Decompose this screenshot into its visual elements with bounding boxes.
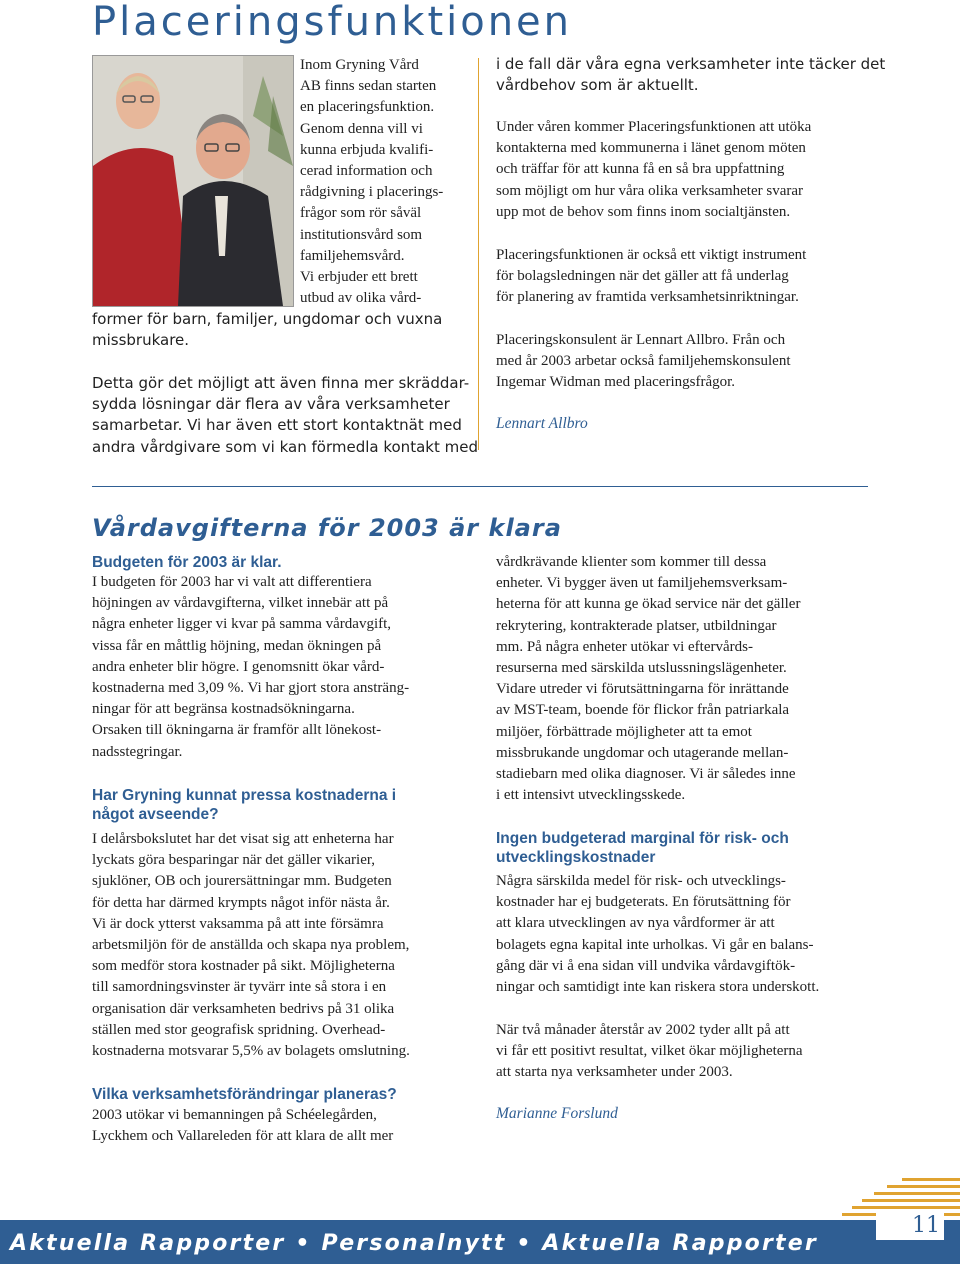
- intro-paragraph-2: [92, 373, 478, 458]
- text-line: vårdbehov som är aktuellt.: [496, 76, 699, 94]
- text-line: bolagets egna kapital inte urholkas. Vi går en balans-: [496, 936, 814, 953]
- text-line: några enheter ligger vi kvar på samma vårdavgift,: [92, 616, 392, 633]
- text-line: heterna för att kunna ge ökad service när det gäller: [496, 596, 801, 613]
- signature-marianne: Marianne Forslund: [496, 1105, 618, 1122]
- text-line: Vi erbjuder ett brett: [300, 269, 418, 286]
- text-line: som medför stora kostnader på sikt. Möjligheterna: [92, 958, 395, 975]
- text-line: 2003 utökar vi bemanningen på Schéelegården,: [92, 1107, 377, 1123]
- text-line: och träffar för att kunna få en så bra uppfattning: [496, 161, 785, 178]
- budget-paragraph: [92, 572, 409, 763]
- right-paragraph-3: [496, 245, 806, 309]
- staff-photo-illustration: [93, 56, 293, 306]
- text-line: vi får ett positivt resultat, vilket ökar möjligheterna: [496, 1043, 803, 1060]
- text-line: med år 2003 arbetar också familjehemskonsulent: [496, 353, 791, 370]
- text-line: kostnader har ej budgeterats. En förutsättning för: [496, 894, 791, 911]
- text-line: missbrukande ungdomar och utagerande mellan-: [496, 744, 789, 761]
- text-line: för planering av framtida verksamhetsinriktningar.: [496, 289, 799, 306]
- text-line: arbetsmiljön för de anställda och skapa nya problem,: [92, 937, 410, 954]
- text-line: utbud av olika vård-: [300, 290, 422, 307]
- text-line: ningar och samtidigt inte kan riskera stora underskott.: [496, 979, 820, 996]
- text-line: AB finns sedan starten: [300, 78, 437, 95]
- text-line: organisation där verksamheten bedrivs på 31 olika: [92, 1000, 395, 1017]
- text-line: för bolagsledningen när det gäller att få underlag: [496, 268, 789, 285]
- column-divider: [478, 58, 479, 450]
- text-line: Vidare utreder vi förutsättningarna för inrättande: [496, 681, 789, 698]
- text-line: av MST-team, boende för flickor från patriarkala: [496, 702, 790, 719]
- text-line: rådgivning i placerings-: [300, 184, 444, 201]
- costs-paragraph: [92, 829, 410, 1062]
- subhead-costs: [92, 786, 396, 824]
- text-line: cerad information och: [300, 163, 433, 180]
- right-paragraph-4: [496, 330, 791, 394]
- text-line: Genom denna vill vi: [300, 120, 423, 137]
- subhead-changes: Vilka verksamhetsförändringar planeras?: [92, 1086, 397, 1103]
- subhead-margin: [496, 829, 789, 867]
- text-line: något avseende?: [92, 806, 219, 823]
- text-line: en placeringsfunktion.: [300, 99, 435, 116]
- text-line: Vi är dock ytterst vaksamma på att inte försämra: [92, 915, 384, 932]
- text-line: nadsstegringar.: [92, 743, 183, 760]
- text-line: sjuklöner, OB och jourersättningar mm. Budgeten: [92, 873, 392, 890]
- text-line: resurserna med särskilda utslussningslägenheter.: [496, 660, 787, 677]
- text-line: I delårsbokslutet har det visat sig att enheterna har: [92, 831, 394, 847]
- text-line: andra vårdgivare som vi kan förmedla kontakt med: [92, 437, 478, 456]
- intro-beside-photo: [300, 55, 443, 309]
- text-line: Ingen budgeterad marginal för risk- och: [496, 830, 789, 847]
- subhead-budget: Budgeten för 2003 är klar.: [92, 554, 282, 571]
- text-line: stadiebarn med olika diagnoser. Vi är således inne: [496, 766, 796, 783]
- right-paragraph-2: [496, 117, 811, 223]
- text-line: i ett intensivt utvecklingsskede.: [496, 787, 686, 804]
- text-line: Under våren kommer Placeringsfunktionen att utöka: [496, 119, 812, 135]
- text-line: Några särskilda medel för risk- och utvecklings-: [496, 873, 786, 889]
- right-continuation-paragraph: [496, 552, 800, 806]
- section-divider: [92, 486, 868, 487]
- section-title: Vårdavgifterna för 2003 är klara: [92, 514, 562, 542]
- text-line: missbrukare.: [92, 331, 190, 349]
- staff-photo: [92, 55, 294, 307]
- text-line: Placeringsfunktionen är också ett viktigt instrument: [496, 247, 807, 263]
- text-line: Orsaken till ökningarna är framför allt lönekost-: [92, 722, 382, 739]
- signature-lennart: Lennart Allbro: [496, 415, 588, 432]
- page-number: 11: [876, 1212, 944, 1240]
- text-line: När två månader återstår av 2002 tyder allt på att: [496, 1022, 790, 1038]
- text-line: mm. På några enheter utökar vi eftervårds-: [496, 638, 753, 655]
- text-line: sydda lösningar där flera av våra verksamheter: [92, 395, 450, 414]
- changes-paragraph: [92, 1105, 393, 1147]
- text-line: samarbetar. Vi har även ett stort kontaktnät med: [92, 416, 462, 435]
- text-line: utvecklingskostnader: [496, 849, 656, 866]
- text-line: former för barn, familjer, ungdomar och vuxna: [92, 310, 443, 328]
- footer-running-title: Aktuella Rapporter • Personalnytt • Aktuella Rapporter: [10, 1231, 818, 1256]
- text-line: vissa får en måttlig höjning, medan ökningen på: [92, 637, 382, 654]
- text-line: lyckats göra besparingar när det gäller vikarier,: [92, 852, 376, 869]
- text-line: Inom Gryning Vård: [300, 57, 419, 73]
- text-line: frågor som rör såväl: [300, 205, 422, 222]
- result-paragraph: [496, 1020, 803, 1084]
- text-line: att starta nya verksamheter under 2003.: [496, 1064, 733, 1081]
- text-line: I budgeten för 2003 har vi valt att differentiera: [92, 574, 372, 590]
- text-line: Placeringskonsulent är Lennart Allbro. Från och: [496, 332, 786, 348]
- intro-full-width: [92, 309, 442, 351]
- text-line: miljöer, förbättrade möjligheter att ta emot: [496, 723, 752, 740]
- text-line: Lyckhem och Vallareleden för att klara de allt mer: [92, 1128, 394, 1145]
- text-line: att klara utvecklingen av nya vårdformer är att: [496, 915, 775, 932]
- text-line: kontakterna med kommunerna i länet genom möten: [496, 140, 806, 157]
- text-line: upp mot de behov som finns inom socialtjänsten.: [496, 203, 791, 220]
- text-line: i de fall där våra egna verksamheter inte täcker det: [496, 55, 886, 73]
- text-line: institutionsvård som: [300, 226, 423, 243]
- text-line: enheter. Vi bygger även ut familjehemsverksam-: [496, 575, 788, 592]
- text-line: kunna erbjuda kvalifi-: [300, 141, 434, 158]
- text-line: Detta gör det möjligt att även finna mer skräddar-: [92, 374, 470, 392]
- text-line: ningar för att begränsa kostnadsökningarna.: [92, 701, 355, 718]
- text-line: ställen med stor geografisk spridning. Overhead-: [92, 1021, 386, 1038]
- text-line: som möjligt om hur våra olika verksamheter svarar: [496, 182, 803, 199]
- text-line: andra enheter blir högre. I genomsnitt ökar vård-: [92, 658, 385, 675]
- text-line: rekrytering, kontrakterade platser, utbildningar: [496, 617, 777, 634]
- margin-paragraph: [496, 871, 819, 998]
- right-paragraph-1: [496, 54, 885, 96]
- text-line: Har Gryning kunnat pressa kostnaderna i: [92, 787, 397, 804]
- text-line: familjehemsvård.: [300, 247, 405, 264]
- text-line: gång där vi å ena sidan vill undvika vårdavgiftök-: [496, 957, 796, 974]
- text-line: kostnaderna motsvarar 5,5% av bolagets omslutning.: [92, 1043, 410, 1060]
- page-title: Placeringsfunktionen: [92, 0, 573, 45]
- text-line: till samordningsvinster är tyvärr inte så stora i en: [92, 979, 387, 996]
- text-line: höjningen av vårdavgifterna, vilket innebär att på: [92, 595, 389, 612]
- text-line: Ingemar Widman med placeringsfrågor.: [496, 374, 736, 391]
- text-line: vårdkrävande klienter som kommer till dessa: [496, 554, 767, 570]
- text-line: för detta har därmed krympts något inför nästa år.: [92, 894, 390, 911]
- text-line: kostnaderna med 3,09 %. Vi har gjort stora ansträng-: [92, 680, 410, 697]
